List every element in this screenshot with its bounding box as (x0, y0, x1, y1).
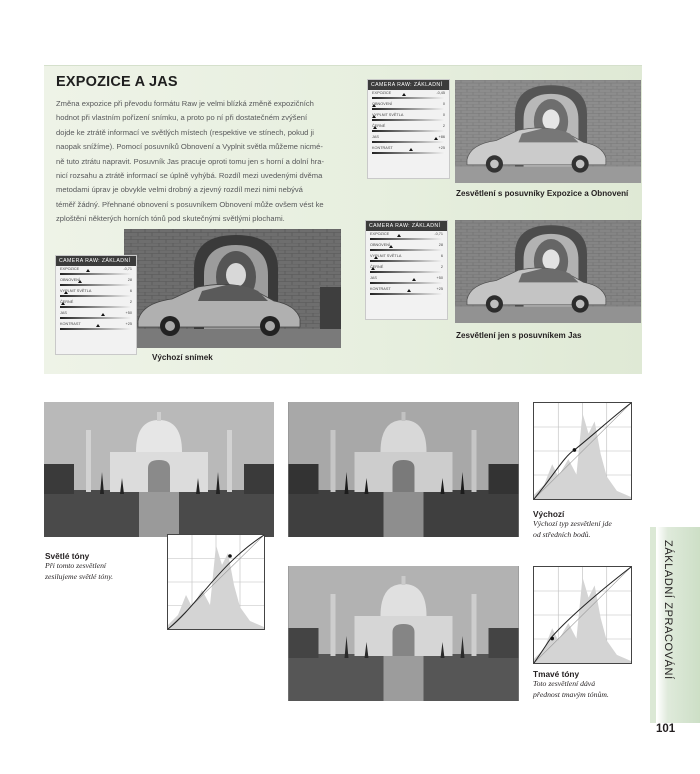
car-photo-graphic (455, 220, 641, 323)
slider-track (60, 317, 132, 319)
slider-value: 28 (127, 278, 132, 282)
tone-curve-graphic (168, 535, 264, 629)
slider-track (372, 97, 445, 99)
slider-label: VYPLNIT SVĚTLA (60, 289, 92, 293)
camera-raw-panel (55, 255, 137, 355)
camera-raw-panel (367, 79, 450, 179)
slider-track (370, 238, 443, 240)
body-line: Změna expozice při převodu formátu Raw je velmi blízká změně expozičních (56, 99, 314, 108)
body-line: nicí rozsahu a ztrátě informací se úplně vyhýbá. Rozdíl mezi uvedenými dvěma (56, 171, 323, 181)
slider-thumb-icon (397, 234, 401, 237)
slider-value: -0,71 (434, 232, 443, 236)
body-line: ně tuto ztrátu napravit. Posuvník Jas pracuje oproti tomu jen s horní a dolní hra- (56, 156, 325, 166)
slider-track (370, 249, 443, 251)
slider-track (370, 293, 443, 295)
slider-label: VYPLNIT SVĚTLA (370, 254, 402, 258)
slider-label: KONTRAST (60, 322, 81, 326)
car-photo-graphic (455, 80, 641, 183)
slider-row (366, 242, 447, 253)
taj-photo-graphic (44, 402, 274, 537)
slider-track (372, 152, 445, 154)
car-photo-brightness (455, 220, 641, 323)
slider-thumb-icon (434, 137, 438, 140)
slider-row (56, 266, 136, 277)
slider-thumb-icon (96, 324, 100, 327)
section-body (56, 97, 354, 227)
slider-label: ČERNÉ (372, 124, 386, 128)
slider-track (60, 306, 132, 308)
slider-track (370, 260, 443, 262)
slider-thumb-icon (407, 289, 411, 292)
slider-value: 0 (442, 102, 445, 106)
caption-dark-title: Tmavé tóny (533, 669, 580, 679)
caption-light-title: Světlé tóny (45, 551, 90, 561)
caption-line: od středních bodů. (533, 529, 591, 539)
panel-header: CAMERA RAW: ZÁKLADNÍ (366, 221, 447, 231)
slider-row (56, 321, 136, 332)
caption-line: Toto zesvětlení dává (533, 679, 596, 688)
slider-row (366, 264, 447, 275)
slider-label: KONTRAST (370, 287, 391, 291)
camera-raw-panel (365, 220, 448, 320)
slider-label: VYPLNIT SVĚTLA (372, 113, 404, 117)
slider-row (368, 134, 449, 145)
side-tab-text: ZÁKLADNÍ ZPRACOVÁNÍ (662, 540, 674, 680)
caption-brightness-only: Zesvětlení jen s posuvníkem Jas (456, 331, 582, 340)
caption-default-desc (533, 519, 612, 540)
slider-track (372, 119, 445, 121)
slider-thumb-icon (101, 313, 105, 316)
slider-row (56, 277, 136, 288)
slider-label: ČERNÉ (60, 300, 74, 304)
tone-curve-dark (533, 566, 632, 664)
slider-label: EXPOZICE (372, 91, 392, 95)
tone-curve-graphic (534, 403, 631, 499)
slider-thumb-icon (86, 269, 90, 272)
caption-initial: Výchozí snímek (152, 353, 213, 362)
slider-value: 6 (129, 289, 132, 293)
car-photo-initial (124, 229, 341, 348)
slider-label: KONTRAST (372, 146, 393, 150)
slider-value: +25 (436, 287, 443, 291)
slider-label: OBNOVENÍ (370, 243, 391, 247)
slider-thumb-icon (372, 104, 376, 107)
slider-row (366, 286, 447, 297)
tone-curve-default (533, 402, 632, 500)
slider-label: JAS (370, 276, 377, 280)
slider-thumb-icon (371, 267, 375, 270)
taj-photo-graphic (288, 402, 519, 537)
page-number: 101 (656, 723, 676, 735)
panel-header: CAMERA RAW: ZÁKLADNÍ (368, 80, 449, 90)
slider-row (366, 275, 447, 286)
slider-value: +25 (125, 322, 132, 326)
slider-thumb-icon (61, 302, 65, 305)
caption-line: přednost tmavým tónům. (533, 689, 609, 699)
slider-track (372, 141, 445, 143)
slider-value: -0,71 (123, 267, 132, 271)
slider-track (372, 130, 445, 132)
tone-curve-light (167, 534, 265, 630)
caption-line: Výchozí typ zesvětlení jde (533, 519, 612, 528)
slider-value: 2 (442, 124, 445, 128)
slider-track (60, 295, 132, 297)
side-tab-strip (650, 527, 656, 723)
taj-photo-dark (288, 566, 519, 701)
body-line: metodami úprav je obvykle velmi drobný a zjevný rozdíl mezi nimi nebývá (56, 185, 303, 195)
slider-row (368, 101, 449, 112)
taj-photo-default (288, 402, 519, 537)
slider-track (370, 282, 443, 284)
body-line: dojde ke ztrátě informací ve světlých místech (respektive ve stínech, pokud ji (56, 127, 314, 137)
slider-value: 2 (129, 300, 132, 304)
slider-label: OBNOVENÍ (372, 102, 393, 106)
slider-track (372, 108, 445, 110)
caption-line: zesilujeme světlé tóny. (45, 571, 114, 581)
slider-label: EXPOZICE (370, 232, 390, 236)
car-photo-graphic (124, 229, 341, 348)
slider-thumb-icon (373, 126, 377, 129)
slider-thumb-icon (78, 280, 82, 283)
slider-track (60, 284, 132, 286)
slider-row (56, 299, 136, 310)
slider-row (368, 90, 449, 101)
slider-row (56, 310, 136, 321)
slider-value: 2 (440, 265, 443, 269)
side-tab-label (660, 540, 688, 720)
tone-curve-graphic (534, 567, 631, 663)
slider-row (56, 288, 136, 299)
slider-track (60, 273, 132, 275)
car-photo-expo-recovery (455, 80, 641, 183)
slider-label: EXPOZICE (60, 267, 80, 271)
body-line: téměř žádný. Přehnané obnovení s posuvníkem Obnovení může ovšem vést ke (56, 199, 324, 209)
slider-track (370, 271, 443, 273)
body-line: zploštění některých horních tónů pod skutečnými světlými plochami. (56, 214, 285, 224)
body-line: hodnot při vlastním pořízení snímku, a proto po ní při dostatečném zvýšení (56, 113, 308, 123)
slider-row (368, 123, 449, 134)
slider-label: JAS (372, 135, 379, 139)
slider-value: +86 (438, 135, 445, 139)
slider-thumb-icon (64, 291, 68, 294)
slider-thumb-icon (389, 245, 393, 248)
slider-row (366, 253, 447, 264)
slider-thumb-icon (402, 93, 406, 96)
slider-thumb-icon (412, 278, 416, 281)
taj-photo-graphic (288, 566, 519, 701)
slider-track (60, 328, 132, 330)
slider-row (366, 231, 447, 242)
taj-photo-light (44, 402, 274, 537)
slider-value: +25 (438, 146, 445, 150)
slider-row (368, 145, 449, 156)
slider-value: 0 (442, 113, 445, 117)
slider-value: -0,45 (436, 91, 445, 95)
slider-thumb-icon (409, 148, 413, 151)
body-line: naopak snížíme). Pomocí posuvníků Obnovení a Vyplnit světla můžeme nicmé- (56, 142, 323, 152)
slider-label: JAS (60, 311, 67, 315)
slider-label: ČERNÉ (370, 265, 384, 269)
slider-row (368, 112, 449, 123)
caption-dark-desc (533, 679, 609, 700)
slider-value: 28 (438, 243, 443, 247)
caption-expo-recovery: Zesvětlení s posuvníky Expozice a Obnovení (456, 189, 629, 198)
slider-label: OBNOVENÍ (60, 278, 81, 282)
slider-thumb-icon (372, 115, 376, 118)
panel-header: CAMERA RAW: ZÁKLADNÍ (56, 256, 136, 266)
caption-light-desc (45, 561, 113, 582)
slider-value: 6 (440, 254, 443, 258)
caption-default-title: Výchozí (533, 509, 565, 519)
section-title: EXPOZICE A JAS (56, 74, 178, 90)
caption-line: Při tomto zesvětlení (45, 561, 107, 570)
slider-value: +50 (436, 276, 443, 280)
slider-value: +50 (125, 311, 132, 315)
slider-thumb-icon (374, 256, 378, 259)
